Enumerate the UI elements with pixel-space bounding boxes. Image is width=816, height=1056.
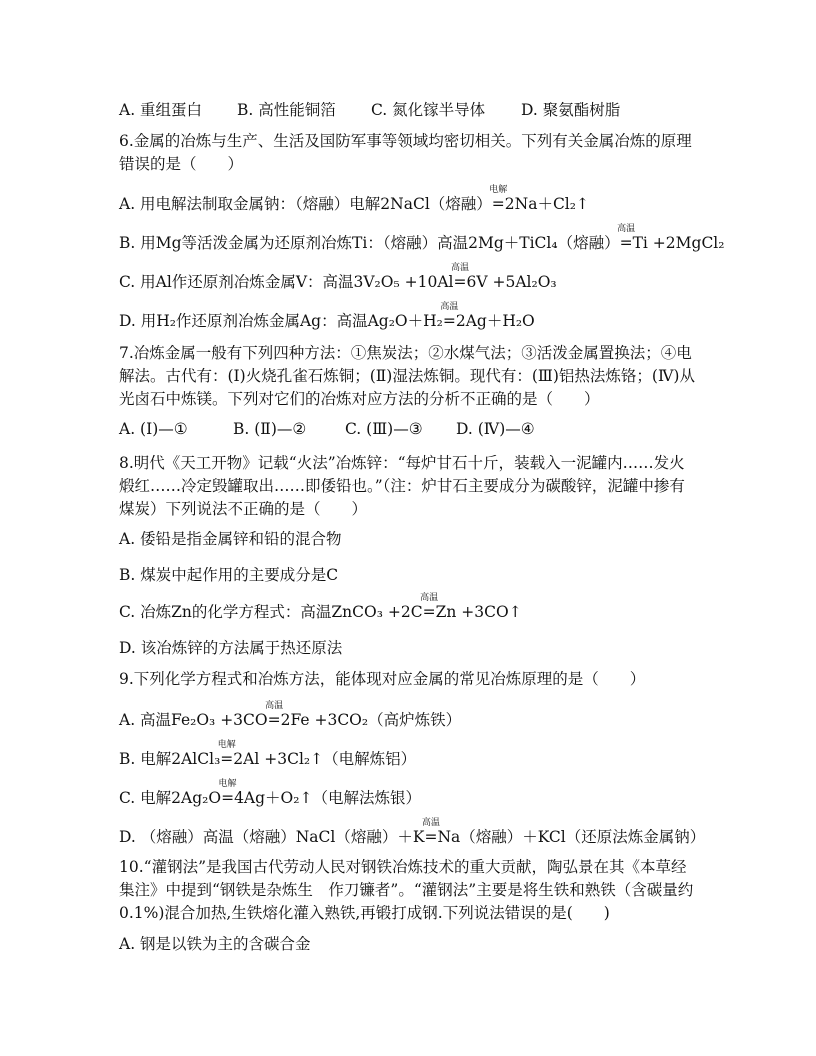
q9-d-sign: = <box>424 828 438 846</box>
q6-option-c <box>119 263 557 292</box>
q9-a-equals <box>265 701 284 729</box>
q6-b-equals <box>617 224 636 252</box>
q9-c-prefix: C. 电解2Ag₂O <box>119 789 222 807</box>
q9-d-prefix: D. （熔融）高温（熔融）NaCl（熔融）＋K <box>119 828 425 846</box>
q9-b-suffix: 2Al +3Cl₂↑（电解炼铝） <box>233 750 417 768</box>
q6-d-condition: 高温 <box>440 302 459 312</box>
q9-a-prefix: A. 高温Fe₂O₃ +3CO <box>119 711 268 729</box>
q6-d-prefix: D. 用H₂作还原剂冶炼金属Ag：高温Ag₂O＋H₂ <box>119 312 443 330</box>
q7-option-a: A. (Ⅰ)—① <box>119 420 188 438</box>
q8-option-c <box>119 593 522 622</box>
q9-b-equals <box>217 740 236 768</box>
q8-option-d: D. 该冶炼锌的方法属于热还原法 <box>119 639 343 657</box>
q7-option-d: D. (Ⅳ)—④ <box>456 420 535 438</box>
q9-d-condition: 高温 <box>421 818 440 828</box>
q6-a-sign: = <box>491 195 505 213</box>
q9-c-condition: 电解 <box>218 779 237 789</box>
q9-d-suffix: Na（熔融）＋KCl（还原法炼金属钠） <box>437 828 706 846</box>
q9-option-c <box>119 779 421 808</box>
q6-b-condition: 高温 <box>617 224 636 234</box>
q9-a-sign: = <box>267 711 281 729</box>
q6-d-equals <box>440 302 459 330</box>
q8-c-sign: = <box>422 603 436 621</box>
q6-b-prefix: B. 用Mg等活泼金属为还原剂冶炼Ti：（熔融）高温2Mg＋TiCl₄（熔融） <box>119 234 620 252</box>
q9-a-suffix: 2Fe +3CO₂（高炉炼铁） <box>280 711 462 729</box>
q6-d-sign: = <box>442 312 456 330</box>
q9-b-sign: = <box>220 750 234 768</box>
q9-option-a <box>119 701 462 730</box>
q7-option-c: C. (Ⅲ)—③ <box>345 420 423 438</box>
q6-option-a <box>119 185 589 214</box>
q6-a-prefix: A. 用电解法制取金属钠：（熔融）电解2NaCl（熔融） <box>119 195 492 213</box>
q6-c-suffix: 6V +5Al₂O₃ <box>466 273 557 291</box>
q7-option-b: B. (Ⅱ)—② <box>233 420 307 438</box>
q9-b-condition: 电解 <box>217 740 236 750</box>
q6-c-condition: 高温 <box>450 263 470 273</box>
q5-option-b: B. 高性能铜箔 <box>237 101 336 119</box>
q5-option-a: A. 重组蛋白 <box>119 101 203 119</box>
q6-a-suffix: 2Na＋Cl₂↑ <box>504 195 589 213</box>
q9-c-equals <box>218 779 237 807</box>
q9-option-b <box>119 740 417 769</box>
q6-a-equals <box>489 185 508 213</box>
q8-c-prefix: C. 冶炼Zn的化学方程式：高温ZnCO₃ +2C <box>119 603 423 621</box>
q8-c-suffix: Zn +3CO↑ <box>435 603 522 621</box>
q9-option-d <box>119 818 706 847</box>
q9-c-sign: = <box>221 789 235 807</box>
q7-stem: 7.冶炼金属一般有下列四种方法：①焦炭法；②水煤气法；③活泼金属置换法；④电解法。古代有：(Ⅰ)火烧孔雀石炼铜；(Ⅱ)湿法炼铜。现代有：(Ⅲ)铝热法炼铬；(Ⅳ)从光卤石中炼镁。下列对它们的冶炼对应方法的分析不正确的是（ ） <box>119 344 695 408</box>
q6-c-equals <box>450 263 470 291</box>
q10-option-a: A. 钢是以铁为主的含碳合金 <box>119 935 311 953</box>
q6-c-sign: = <box>453 273 467 291</box>
q9-a-condition: 高温 <box>265 701 284 711</box>
q9-b-prefix: B. 电解2AlCl₃ <box>119 750 221 768</box>
q6-d-suffix: 2Ag＋H₂O <box>455 312 535 330</box>
q9-c-suffix: 4Ag＋O₂↑（电解法炼银） <box>234 789 421 807</box>
q5-option-d: D. 聚氨酯树脂 <box>521 101 621 119</box>
q6-option-d <box>119 302 535 331</box>
q8-option-a: A. 倭铅是指金属锌和铅的混合物 <box>119 530 342 548</box>
q8-option-b: B. 煤炭中起作用的主要成分是C <box>119 566 339 584</box>
q6-a-condition: 电解 <box>489 185 508 195</box>
q8-c-equals <box>420 593 439 621</box>
q6-option-b <box>119 224 725 253</box>
q6-b-suffix: Ti +2MgCl₂ <box>632 234 725 252</box>
q5-option-c: C. 氮化镓半导体 <box>371 101 486 119</box>
q6-b-sign: = <box>619 234 633 252</box>
q9-stem: 9.下列化学方程式和冶炼方法，能体现对应金属的常见冶炼原理的是（ ） <box>119 670 646 688</box>
q9-d-equals <box>421 818 440 846</box>
q8-stem: 8.明代《天工开物》记载“火法”冶炼锌：“每炉甘石十斤，装载入一泥罐内……发火煅红……冷定毁罐取出……即倭铅也。”（注：炉甘石主要成分为碳酸锌，泥罐中掺有煤炭）下列说法不正确的是（ ） <box>119 454 685 518</box>
q8-c-condition: 高温 <box>420 593 439 603</box>
q6-c-prefix: C. 用Al作还原剂冶炼金属V：高温3V₂O₅ +10Al <box>119 273 454 291</box>
q6-stem: 6.金属的冶炼与生产、生活及国防军事等领域均密切相关。下列有关金属冶炼的原理错误的是（ ） <box>119 132 692 173</box>
q10-stem: 10.“灌钢法”是我国古代劳动人民对钢铁冶炼技术的重大贡献，陶弘景在其《本草经集注》中提到“钢铁是杂炼生 作刀镰者”。“灌钢法”主要是将生铁和熟铁（含碳量约0.1%)混合加热,生铁熔化灌入熟铁,再锻打成钢.下列说法错误的是( ) <box>119 858 694 922</box>
